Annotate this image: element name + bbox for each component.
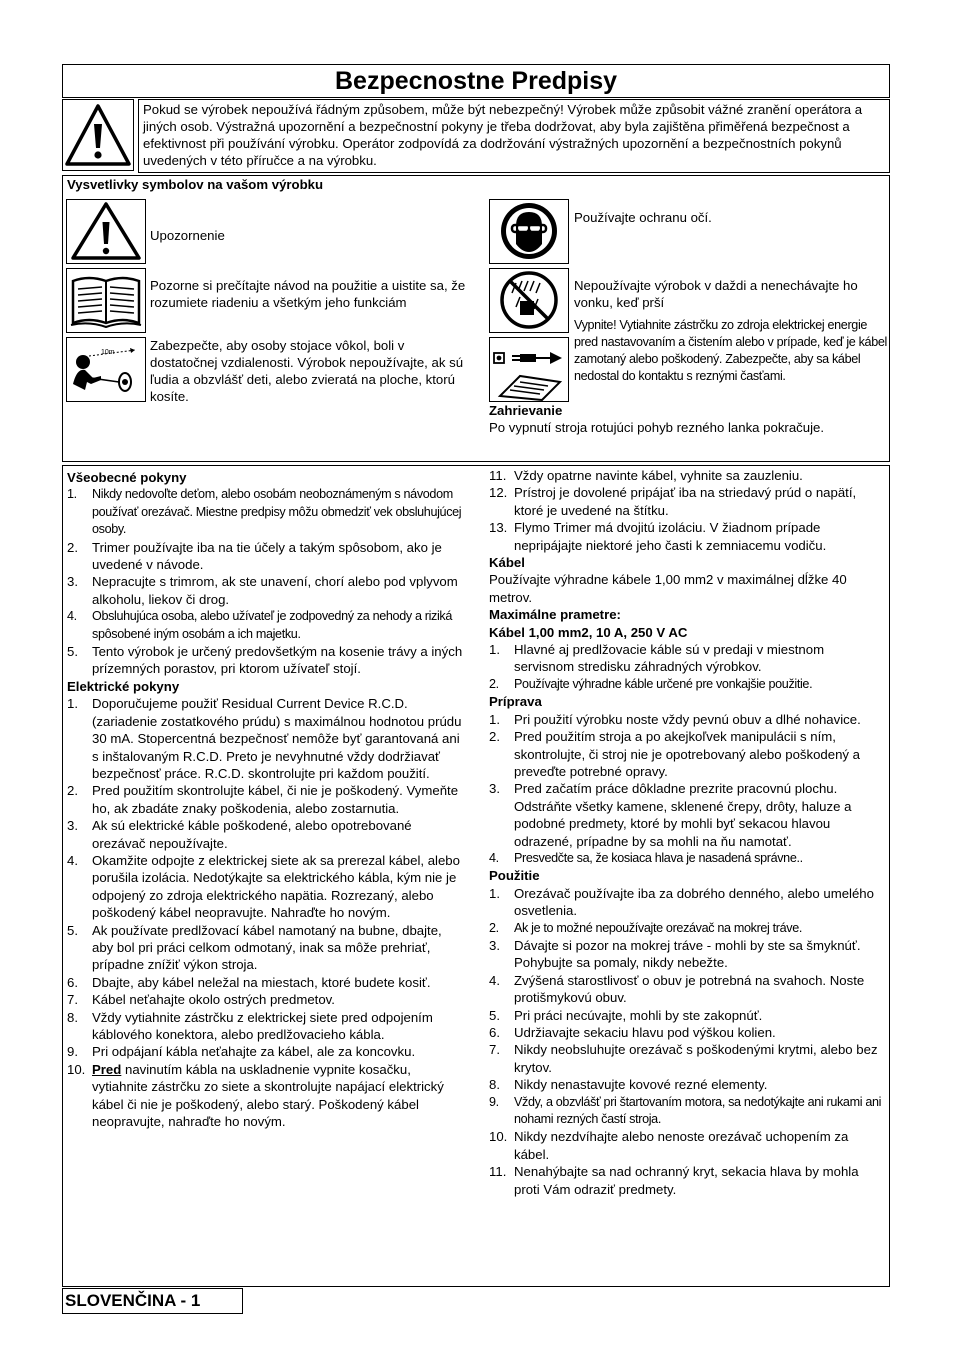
preparation-heading: Príprava	[489, 694, 542, 710]
list-item: 11. Nenahýbajte sa nad ochranný kryt, sekacia hlava by mohla proti Vám odraziť predmety.	[489, 1164, 859, 1197]
list-item: 7. Nikdy neobsluhujte orezávač s poškodenými krytmi, alebo bez krytov.	[489, 1042, 878, 1075]
instructions-section	[62, 465, 890, 1287]
list-item: 13. Flymo Trimer má dvojitú izoláciu. V žiadnom prípade nepripájajte niektoré jeho časti k zemniacemu vodiču.	[489, 520, 827, 553]
list-item: 9. Vždy, a obzvlášť pri štartovaním motora, sa nedotýkajte ani rukami ani nohami rezných častí stroja.	[489, 1094, 882, 1127]
manual-label: Pozorne si prečítajte návod na použitie a uistite sa, že rozumiete riadeniu a všetkým jeho funkciám	[150, 278, 466, 310]
max-params-value: Kábel 1,00 mm2, 10 A, 250 V AC	[489, 624, 688, 640]
max-params-list	[489, 641, 887, 693]
list-item: 4. Obsluhujúca osoba, alebo užívateľ je zodpovedný za nehody a riziká spôsobené iným osobám a ich majetku.	[67, 609, 453, 641]
usage-heading: Použitie	[489, 868, 540, 884]
list-item: 8. Nikdy nenastavujte kovové rezné elementy.	[489, 1077, 768, 1093]
eye-protection-icon	[489, 199, 569, 264]
list-item: 2. Pred použitím stroja a po akejkoľvek manipulácii s ním, skontrolujte, či stroj nie je opotrebovaný alebo poškodený a preveďte potrebné opravy.	[489, 729, 861, 779]
read-manual-icon	[66, 268, 146, 333]
list-item: 3. Nepracujte s trimrom, ak ste unavení, chorí alebo pod vplyvom alkoholu, liekov či drog.	[67, 574, 458, 607]
list-item: 9. Pri odpájaní kábla neťahajte za kábel, ale za koncovku.	[67, 1044, 416, 1060]
list-item: 1. Orezávač používajte iba za dobrého denného, alebo umelého osvetlenia.	[489, 885, 874, 919]
list-item: 4. Presvedčte sa, že kosiaca hlava je nasadená správne..	[489, 850, 803, 865]
right-column	[489, 467, 887, 1198]
unplug-icon	[489, 337, 569, 402]
warning-icon	[66, 199, 146, 264]
list-item: 1. Pri použití výrobku noste vždy pevnú obuv a dlhé nohavice.	[489, 711, 861, 727]
preparation-list	[489, 711, 887, 868]
left-column	[67, 469, 465, 1130]
distance-label: 10m	[101, 349, 115, 356]
list-item: 1. Hlavné aj predlžovacie káble sú v predaji v miestnom servisnom stredisku záhradných výrobkov.	[489, 642, 825, 675]
list-item: 10. Pred navinutím kábla na uskladnenie vypnite kosačku, vytiahnite zástrčku zo siete a skontrolujte napájací elektrický kábel či nie je poškodený, alebo starý. Poškodený kábel neopravujte, nahraďte ho novým.	[67, 1061, 444, 1130]
list-item: 8. Vždy vytiahnite zástrčku z elektrickej siete pred odpojením káblového konektora, alebo predlžovacieho kábla.	[67, 1009, 433, 1042]
list-item: 6. Dbajte, aby kábel neležal na miestach, ktoré budete kosiť.	[67, 974, 431, 990]
page-footer-language: SLOVENČINA - 1	[62, 1288, 243, 1314]
list-item: 3. Dávajte si pozor na mokrej tráve - mohli by ste sa šmyknúť. Pohybujte sa pomaly, nikdy nebežte.	[489, 937, 861, 971]
page-title: Bezpecnostne Predpisy	[62, 64, 890, 98]
max-params-heading: Maximálne prametre:	[489, 607, 621, 623]
symbols-section	[62, 175, 890, 462]
list-item: 12. Prístroj je dovolené pripájať iba na striedavý prúd o napätí, ktoré je uvedené na štítku.	[489, 485, 857, 518]
electric-list-continued	[489, 467, 887, 554]
list-item: 4. Zvýšená starostlivosť o obuv je potrebná na svahoch. Noste protišmykovú obuv.	[489, 972, 865, 1006]
list-item: 10. Nikdy nezdvíhajte alebo nenoste orezávač uchopením za kábel.	[489, 1129, 849, 1162]
list-item: 7. Kábel neťahajte okolo ostrých predmetov.	[67, 992, 335, 1008]
list-item: 1. Nikdy nedovoľte deťom, alebo osobám neoboznámeným s návodom používať orezávač. Miestne predpisy môžu obmedziť vek obsluhujúcej osoby.	[67, 487, 462, 537]
intro-warning-text: Pokud se výrobek nepoužívá řádným způsobem, může být nebezpečný! Výrobek může způsobit vážné zranění operátora a jiných osob. Výstražná upozornění a bezpečnostní pokyny je třeba dodržovat, aby byla zajištěna přiměřená bezpečnost a efektivnost při používání výrobku. Operátor zodpovídá za dodržování výstražných upozornění a bezpečnostních pokynů uvedených v této příručce a na výrobku.	[138, 99, 890, 173]
list-item: 2. Pred použitím skontrolujte kábel, či nie je poškodený. Vymeňte ho, ak zbadáte znaky poškodenia, alebo zostarnutia.	[67, 783, 459, 816]
bystanders-label: Zabezpečte, aby osoby stojace vôkol, boli v dostatočnej vzdialenosti. Výrobok nepoužívajte, ak sú ľudia a obzvlášť deti, alebo zvieratá na ploche, ktorú kosíte.	[150, 338, 464, 404]
warning-triangle-icon	[62, 99, 134, 171]
list-item: 2. Používajte výhradne káble určené pre vonkajšie použitie.	[489, 676, 813, 691]
symbols-heading: Vysvetlivky symbolov na vašom výrobku	[67, 177, 324, 192]
bystanders-distance-icon	[66, 337, 146, 402]
unplug-label: Vypnite! Vytiahnite zástrčku zo zdroja elektrickej energie pred nastavovaním a čistením alebo v prípade, keď je kábel zamotaný alebo poškodený. Zabezpečte, aby sa kábel nedostal do kontaktu s reznými časťami.	[574, 318, 887, 383]
no-rain-icon	[489, 268, 569, 333]
cable-heading: Kábel	[489, 555, 525, 571]
general-heading: Všeobecné pokyny	[67, 470, 187, 485]
warning-label: Upozornenie	[150, 228, 225, 243]
list-item: 4. Okamžite odpojte z elektrickej siete ak sa prerezal kábel, alebo porušila izolácia. Nedotýkajte sa elektrického kábla, kým nie je odpojený zo zdroja elektrického napätia. Rozrezaný, alebo poškodený kábel neopravujte. Nahraďte ho novým.	[67, 852, 460, 921]
list-item: 3. Pred začatím práce dôkladne prezrite pracovnú plochu. Odstráňte všetky kamene, sklenené črepy, drôty, haluze a podobné predmety, ktoré by mohli byť sekacou hlavou odrazené, prípadne by sa mohli na ňu namotať.	[489, 781, 852, 849]
rain-label: Nepoužívajte výrobok v daždi a nenechávajte ho vonku, keď prší	[574, 278, 858, 310]
list-item: 5. Tento výrobok je určený predovšetkým na kosenie trávy a iných prízemných porastov, pri ktorom užívateľ stojí.	[67, 644, 463, 677]
electric-heading: Elektrické pokyny	[67, 678, 180, 694]
electric-list	[67, 695, 465, 1130]
list-item: 3. Ak sú elektrické káble poškodené, alebo opotrebované orezávač nepoužívajte.	[67, 818, 412, 851]
warming-text: Po vypnutí stroja rotujúci pohyb rezného lanka pokračuje.	[489, 420, 825, 435]
list-item: 2. Trimer používajte iba na tie účely a takým spôsobom, ako je uvedené v návode.	[67, 539, 442, 573]
cable-text: Používajte výhradne kábele 1,00 mm2 v maximálnej dĺžke 40 metrov.	[489, 572, 847, 605]
general-list	[67, 486, 465, 677]
eyes-label: Používajte ochranu očí.	[574, 210, 712, 225]
list-item: 2. Ak je to možné nepoužívajte orezávač na mokrej tráve.	[489, 920, 803, 935]
list-item: 5. Pri práci necúvajte, mohli by ste zakopnúť.	[489, 1007, 763, 1023]
usage-list	[489, 885, 887, 1198]
list-item: 6. Udržiavajte sekaciu hlavu pod výškou kolien.	[489, 1025, 776, 1040]
list-item: 5. Ak používate predlžovací kábel namotaný na bubne, dbajte, aby bol pri práci celkom odmotaný, inak sa môže prehriať, prípadne znížiť výkon stroja.	[67, 922, 442, 973]
list-item: 1. Doporučujeme použiť Residual Current Device R.C.D. (zariadenie zostatkového prúdu) s maximálnou hodnotou prúdu 30 mA. Stopercentná bezpečnosť nemôže byť garantovaná ani s inštalovaným R.C.D. Preto je nevyhnutné vždy dodržiavať bezpečnosť práce. R.C.D. skontrolujte pri každom použití.	[67, 696, 462, 781]
list-item: 11. Vždy opatrne navinte kábel, vyhnite sa zauzleniu.	[489, 468, 803, 483]
warming-heading: Zahrievanie	[489, 403, 563, 418]
